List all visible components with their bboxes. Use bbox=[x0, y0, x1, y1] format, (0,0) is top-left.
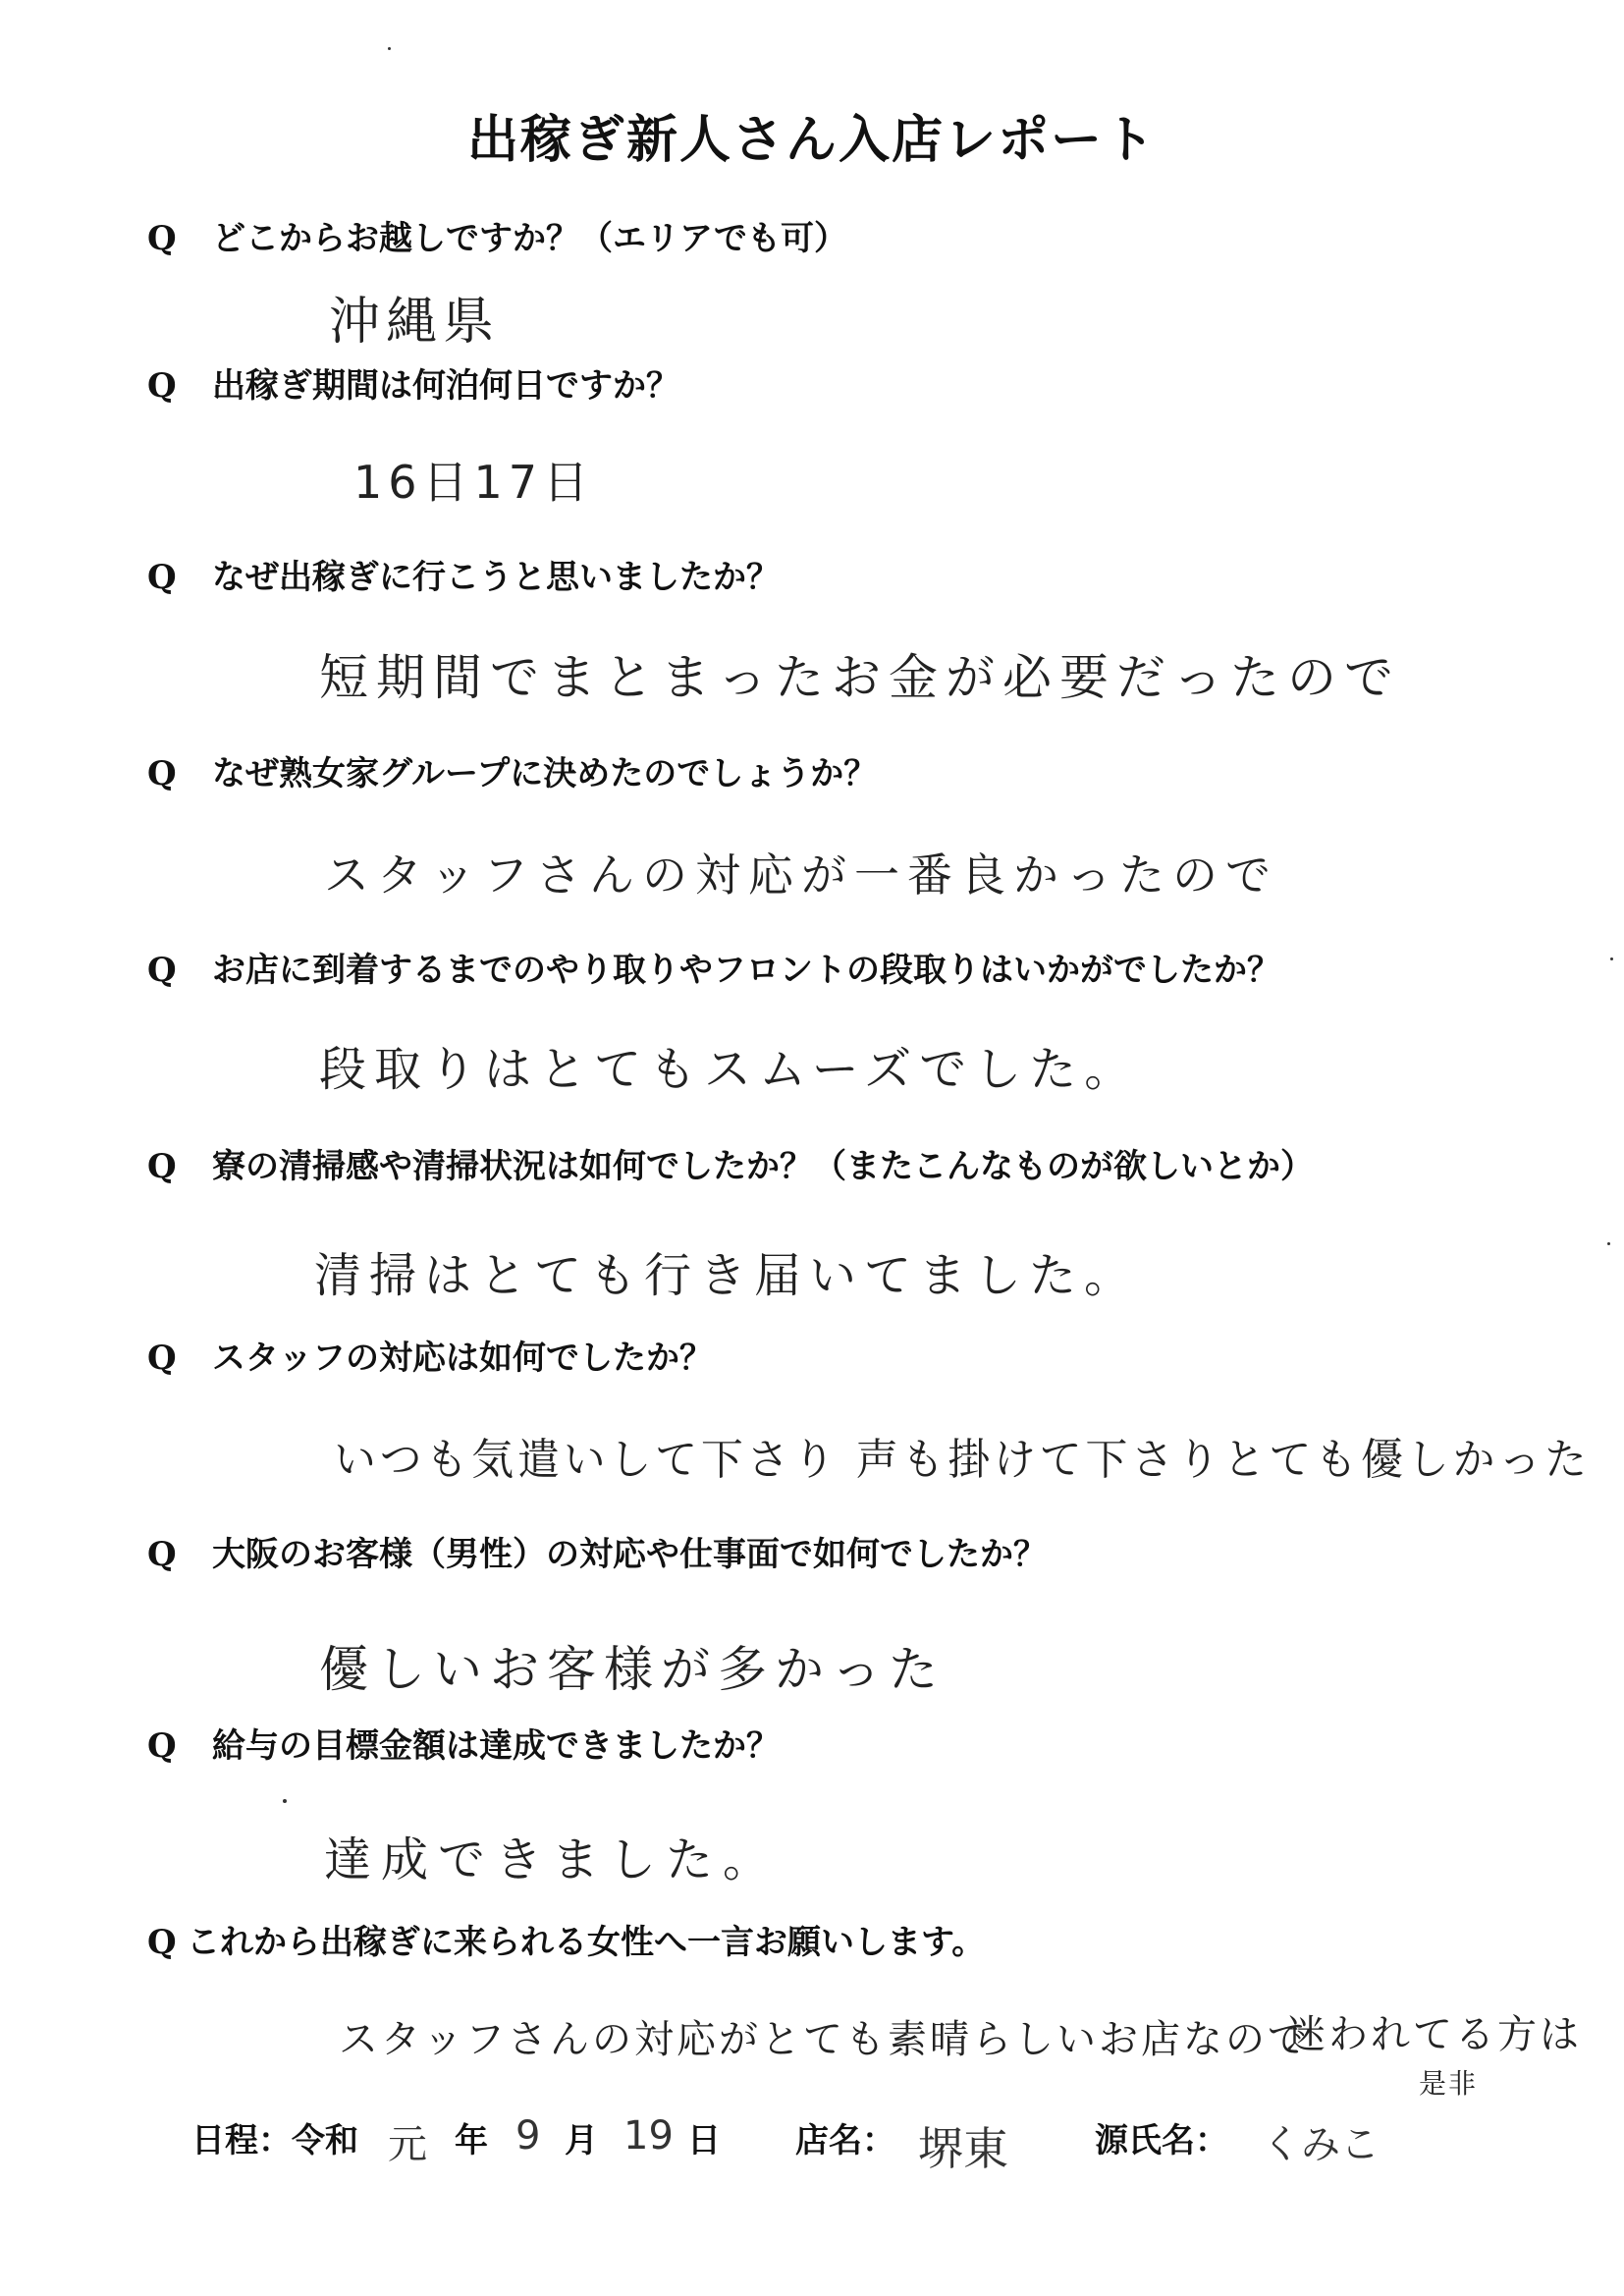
answer-10-addendum: 是非 bbox=[1419, 2067, 1479, 2100]
q-mark: Q bbox=[147, 366, 177, 406]
day-label: 日 bbox=[687, 2121, 721, 2160]
question-1-text: どこからお越しですか？（エリアでも可） bbox=[212, 219, 848, 258]
stage-name-label: 源氏名： bbox=[1095, 2121, 1228, 2160]
ink-speck bbox=[388, 47, 391, 50]
footer-info bbox=[191, 2113, 1468, 2175]
question-8-text: 大阪のお客様（男性）の対応や仕事面で如何でしたか？ bbox=[212, 1535, 1047, 1574]
month-label: 月 bbox=[565, 2121, 598, 2160]
question-9 bbox=[147, 1719, 1522, 1767]
day-value: 19 bbox=[623, 2113, 674, 2159]
stage-name: くみこ bbox=[1262, 2122, 1380, 2167]
question-3-text: なぜ出稼ぎに行こうと思いましたか？ bbox=[212, 558, 780, 597]
question-10-text: これから出稼ぎに来られる女性へ一言お願いします。 bbox=[187, 1923, 986, 1962]
q-mark: Q bbox=[147, 951, 177, 990]
question-2 bbox=[147, 358, 1522, 407]
question-4-text: なぜ熟女家グループに決めたのでしょうか？ bbox=[212, 754, 878, 793]
answer-1: 沖縄県 bbox=[329, 293, 501, 352]
answer-10-continued: 迷われてる方は bbox=[1286, 2012, 1582, 2057]
answer-4: スタッフさんの対応が一番良かったので bbox=[324, 848, 1278, 902]
month-value: 9 bbox=[515, 2113, 541, 2159]
question-6-text: 寮の清掃感や清掃状況は如何でしたか？（またこんなものが欲しいとか） bbox=[212, 1147, 1314, 1186]
ink-speck bbox=[1610, 957, 1613, 960]
answer-2: 16日17日 bbox=[353, 456, 595, 509]
question-2-text: 出稼ぎ期間は何泊何日ですか？ bbox=[212, 366, 679, 406]
question-3 bbox=[147, 550, 1522, 598]
q-mark: Q bbox=[147, 754, 177, 793]
question-5 bbox=[147, 943, 1522, 991]
question-8 bbox=[147, 1527, 1522, 1575]
question-10 bbox=[147, 1915, 1522, 1963]
q-mark: Q bbox=[147, 558, 177, 597]
question-7-text: スタッフの対応は如何でしたか？ bbox=[212, 1339, 713, 1378]
q-mark: Q bbox=[147, 1726, 177, 1766]
schedule-label: 日程：令和 bbox=[191, 2121, 358, 2160]
question-9-text: 給与の目標金額は達成できましたか？ bbox=[212, 1726, 780, 1766]
page-title: 出稼ぎ新人さん入店レポート bbox=[466, 110, 1157, 170]
answer-6: 清掃はとても行き届いてました。 bbox=[314, 1248, 1140, 1303]
answer-8: 優しいお客様が多かった bbox=[319, 1641, 946, 1698]
question-5-text: お店に到着するまでのやり取りやフロントの段取りはいかがでしたか？ bbox=[212, 951, 1280, 990]
question-4 bbox=[147, 746, 1522, 794]
era-year: 元 bbox=[388, 2122, 427, 2167]
q-mark: Q bbox=[147, 1923, 177, 1962]
answer-5: 段取りはとてもスムーズでした。 bbox=[319, 1042, 1140, 1097]
answer-9: 達成できました。 bbox=[324, 1832, 781, 1887]
question-1 bbox=[147, 211, 1522, 259]
year-label: 年 bbox=[455, 2121, 488, 2160]
answer-7: いつも気遣いして下さり 声も掛けて下さりとても優しかった bbox=[334, 1435, 1591, 1485]
question-6 bbox=[147, 1139, 1522, 1187]
q-mark: Q bbox=[147, 1339, 177, 1378]
shop-name: 堺東 bbox=[918, 2122, 1008, 2175]
shop-label: 店名： bbox=[795, 2121, 895, 2160]
answer-10: スタッフさんの対応がとても素晴らしいお店なので bbox=[339, 2017, 1310, 2062]
q-mark: Q bbox=[147, 219, 177, 258]
question-7 bbox=[147, 1331, 1522, 1379]
q-mark: Q bbox=[147, 1535, 177, 1574]
ink-speck bbox=[1607, 1242, 1610, 1245]
ink-speck bbox=[283, 1799, 287, 1803]
q-mark: Q bbox=[147, 1147, 177, 1186]
answer-3: 短期間でまとまったお金が必要だったので bbox=[319, 649, 1401, 706]
